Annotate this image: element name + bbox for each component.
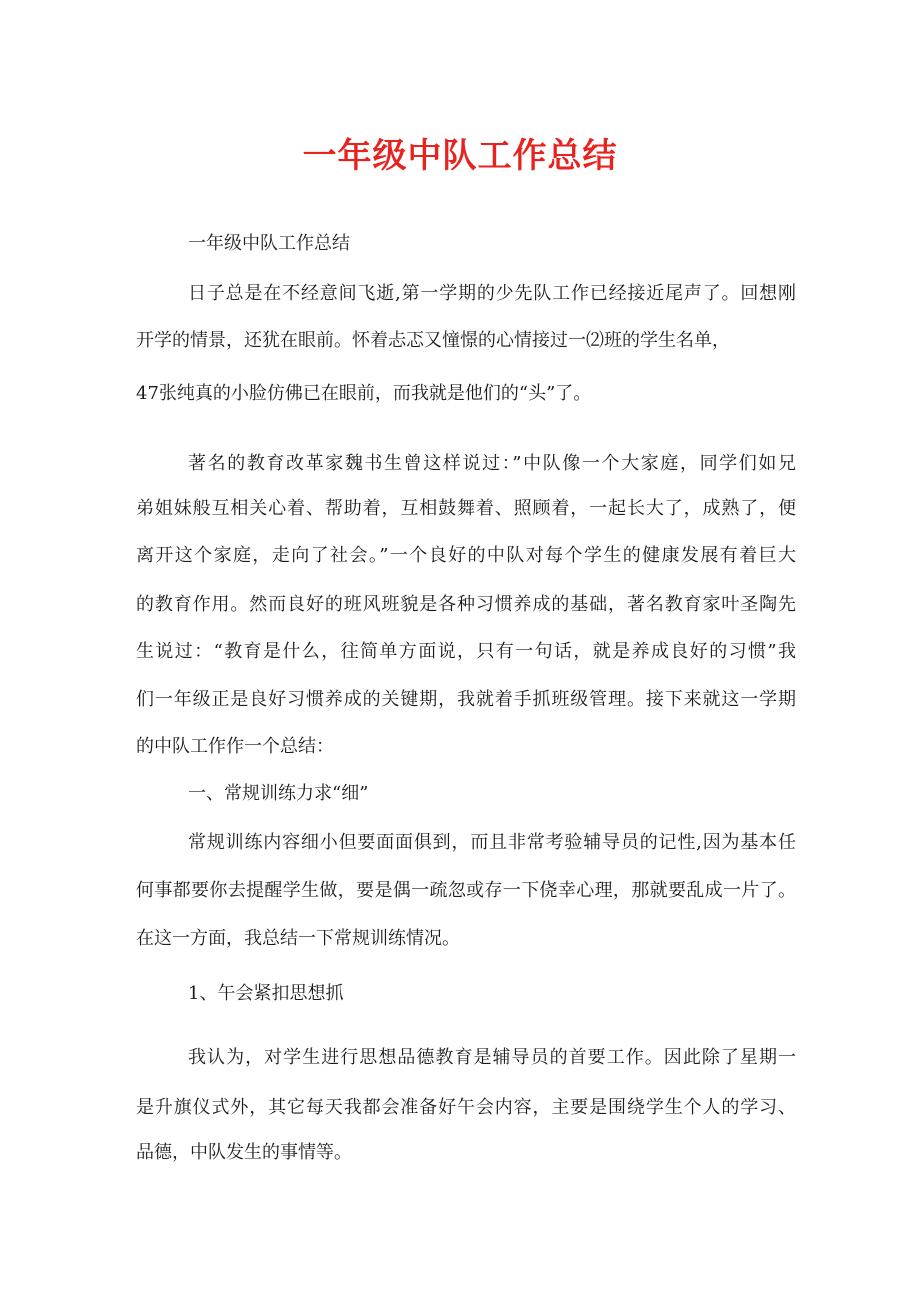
section-heading: 一、常规训练力求“细” xyxy=(188,783,369,804)
subtitle-line: 一年级中队工作总结 xyxy=(188,233,350,254)
paragraph-line: 的教育作用。然而良好的班风班貌是各种习惯养成的基础，著名教育家叶圣陶先 xyxy=(136,594,796,615)
paragraph-line: 品德，中队发生的事情等。 xyxy=(136,1142,352,1163)
paragraph-line: 离开这个家庭，走向了社会。”一个良好的中队对每个学生的健康发展有着巨大 xyxy=(136,545,796,566)
paragraph-line: 们一年级正是良好习惯养成的关键期，我就着手抓班级管理。接下来就这一学期 xyxy=(136,689,796,710)
paragraph-line: 生说过：“教育是什么，往简单方面说，只有一句话，就是养成良好的习惯”我 xyxy=(136,641,796,662)
paragraph-line: 何事都要你去提醒学生做，要是偶一疏忽或存一下侥幸心理，那就要乱成一片了。 xyxy=(136,880,796,901)
paragraph-line: 开学的情景，还犹在眼前。怀着忐忑又憧憬的心情接过一⑵班的学生名单， xyxy=(136,330,730,351)
paragraph-line: 我认为，对学生进行思想品德教育是辅导员的首要工作。因此除了星期一 xyxy=(188,1047,796,1068)
paragraph-line: 著名的教育改革家魏书生曾这样说过：”中队像一个大家庭，同学们如兄 xyxy=(188,453,796,474)
paragraph-line: 47张纯真的小脸仿佛已在眼前，而我就是他们的“头”了。 xyxy=(136,383,592,404)
paragraph-line: 是升旗仪式外，其它每天我都会准备好午会内容，主要是围绕学生个人的学习、 xyxy=(136,1097,796,1118)
paragraph-line: 的中队工作作一个总结： xyxy=(136,736,334,757)
subsection-heading: 1、午会紧扣思想抓 xyxy=(188,983,344,1004)
paragraph-line: 日子总是在不经意间飞逝,第一学期的少先队工作已经接近尾声了。回想刚 xyxy=(188,283,796,304)
paragraph-line: 常规训练内容细小但要面面俱到，而且非常考验辅导员的记性,因为基本任 xyxy=(188,832,796,853)
document-title: 一年级中队工作总结 xyxy=(302,136,618,176)
paragraph-line: 弟姐妹般互相关心着、帮助着，互相鼓舞着、照顾着，一起长大了，成熟了，便 xyxy=(136,498,796,519)
paragraph-line: 在这一方面，我总结一下常规训练情况。 xyxy=(136,928,460,949)
